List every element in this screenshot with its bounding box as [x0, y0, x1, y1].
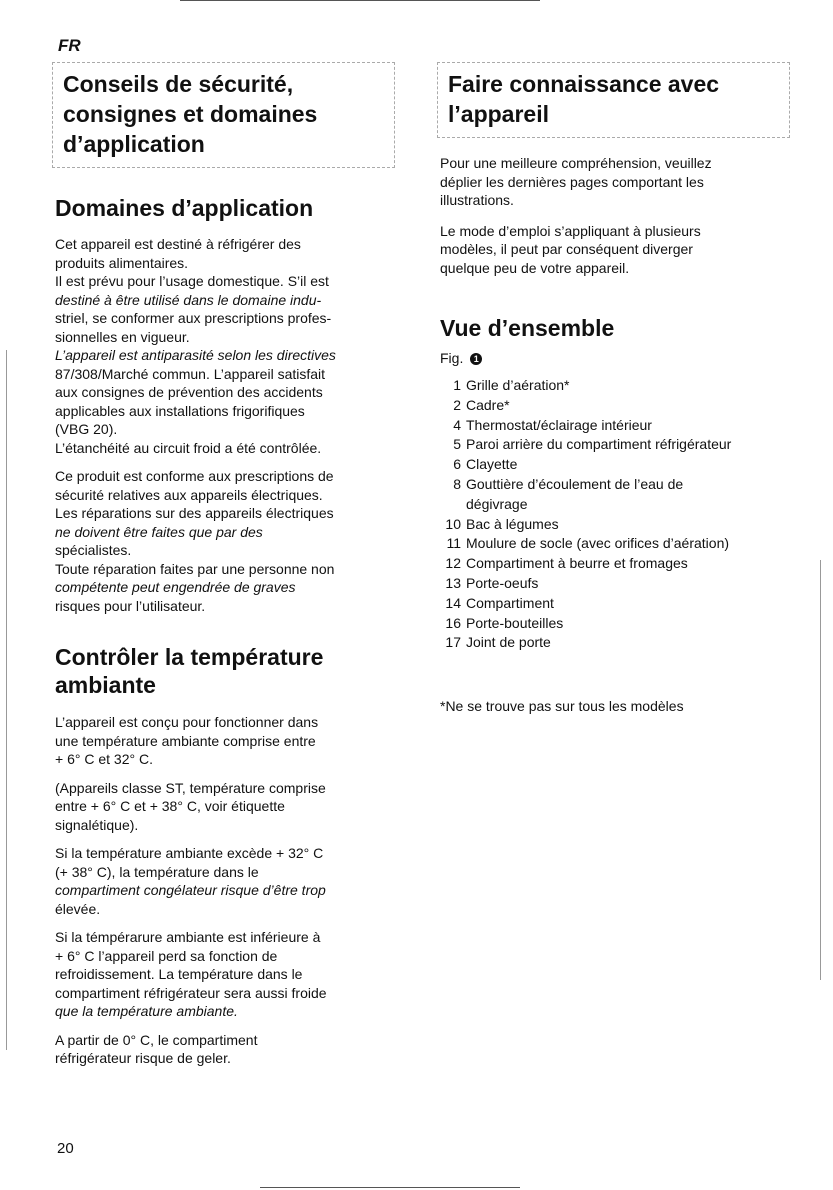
part-label: Bac à légumes	[466, 515, 559, 532]
temp-paragraph	[55, 779, 395, 835]
text-line: illustrations.	[440, 192, 514, 208]
heading-line: ambiante	[55, 672, 156, 698]
text-line: destiné à être utilisé dans le domaine indu-	[55, 291, 322, 308]
part-number: 12	[445, 555, 461, 572]
appliance-title-line: Faire connaissance avec	[448, 71, 720, 97]
text-line: (+ 38° C), la température dans le	[55, 863, 259, 880]
text-line: L’appareil est antiparasité selon les directives	[55, 347, 336, 363]
text-line: refroidissement. La température dans le	[55, 966, 303, 982]
text-line: sécurité relatives aux appareils électriques.	[55, 486, 323, 503]
list-item	[440, 495, 790, 515]
text-line: Cet appareil est destiné à réfrigérer des	[55, 236, 301, 252]
text-line: L’étanchéité au circuit froid a été contrôlée.	[55, 439, 322, 456]
section-heading-temperature	[55, 643, 395, 699]
list-item	[440, 515, 790, 535]
part-label: Cadre*	[466, 396, 510, 413]
domains-block-b	[55, 467, 395, 615]
figure-number-icon: 1	[470, 353, 482, 365]
part-number: 10	[445, 515, 461, 532]
list-item	[440, 633, 790, 653]
part-label: Paroi arrière du compartiment réfrigérateur	[466, 436, 732, 453]
part-number	[440, 495, 466, 515]
list-item	[440, 435, 790, 455]
part-label: dégivrage	[466, 495, 528, 512]
appliance-title-line: l’appareil	[448, 101, 549, 127]
list-item	[440, 594, 790, 614]
language-code: FR	[58, 36, 81, 55]
part-number: 1	[453, 377, 461, 393]
text-line: applicables aux installations frigorifiques	[55, 402, 305, 419]
part-number: 8	[453, 475, 461, 492]
part-label: Moulure de socle (avec orifices d’aération)	[466, 535, 730, 552]
part-number: 13	[445, 574, 461, 591]
left-edge-rule	[6, 350, 7, 1050]
intro-paragraph	[440, 154, 790, 210]
text-line: 87/308/Marché commun. L’appareil satisfait	[55, 365, 326, 382]
list-item	[440, 455, 790, 475]
part-number: 6	[453, 456, 461, 473]
figure-label: Fig.	[440, 350, 464, 366]
text-line: (VBG 20).	[55, 421, 118, 437]
list-item	[440, 376, 790, 396]
text-line: (Appareils classe ST, température comprise	[55, 779, 326, 796]
text-line: Si la température ambiante excède + 32° C	[55, 845, 324, 861]
text-line: compartiment congélateur risque d’être trop	[55, 882, 326, 898]
section-heading-domains: Domaines d’application	[55, 195, 314, 221]
part-number: 14	[445, 594, 461, 611]
list-item	[440, 475, 790, 495]
right-column	[440, 62, 790, 716]
part-label: Porte-bouteilles	[466, 614, 564, 631]
text-line: produits alimentaires.	[55, 254, 189, 271]
text-line: + 6° C l’appareil perd sa fonction de	[55, 947, 278, 964]
text-line: L’appareil est conçu pour fonctionner dans	[55, 714, 319, 730]
text-line: réfrigérateur risque de geler.	[55, 1050, 231, 1066]
text-line: Il est prévu pour l’usage domestique. S’il est	[55, 273, 329, 289]
part-label: Grille d’aération*	[466, 377, 570, 393]
text-line: entre + 6° C et + 38° C, voir étiquette	[55, 798, 285, 814]
text-line: quelque peu de votre appareil.	[440, 259, 630, 276]
intro-paragraph	[440, 222, 790, 278]
text-line: A partir de 0° C, le compartiment	[55, 1031, 258, 1048]
text-line: Pour une meilleure compréhension, veuillez	[440, 155, 712, 171]
text-line: Le mode d’emploi s’appliquant à plusieurs	[440, 222, 701, 239]
safety-title-line: Conseils de sécurité,	[63, 71, 294, 97]
figure-reference	[440, 350, 790, 366]
text-line: que la température ambiante.	[55, 1003, 238, 1019]
list-item	[440, 534, 790, 554]
left-column	[55, 62, 395, 1068]
text-line: striel, se conformer aux prescriptions profes-	[55, 310, 332, 326]
part-label: Clayette	[466, 456, 518, 473]
part-number: 11	[446, 535, 461, 552]
text-line: sionnelles en vigueur.	[55, 328, 190, 345]
part-label: Joint de porte	[466, 634, 551, 651]
part-number: 4	[453, 416, 461, 433]
bottom-rule	[260, 1187, 520, 1188]
list-item	[440, 554, 790, 574]
text-line: Ce produit est conforme aux prescriptions de	[55, 468, 334, 484]
text-line: aux consignes de prévention des accidents	[55, 384, 323, 400]
safety-title-box	[52, 62, 395, 168]
temp-paragraph	[55, 844, 395, 918]
list-item	[440, 614, 790, 634]
text-line: + 6° C et 32° C.	[55, 751, 153, 767]
part-number: 5	[453, 436, 461, 453]
part-number: 2	[453, 396, 461, 413]
temp-paragraph	[55, 928, 395, 1021]
part-number: 16	[445, 614, 461, 631]
text-line: ne doivent être faites que par des	[55, 523, 263, 540]
text-line: risques pour l’utilisateur.	[55, 597, 206, 614]
page-number: 20	[57, 1140, 74, 1157]
appliance-title-box	[437, 62, 790, 138]
part-label: Compartiment à beurre et fromages	[466, 555, 688, 572]
text-line: compétente peut engendrée de graves	[55, 579, 296, 595]
text-line: Toute réparation faites par une personne non	[55, 560, 335, 577]
text-line: une température ambiante comprise entre	[55, 732, 316, 749]
temp-paragraph	[55, 1031, 395, 1068]
part-label: Gouttière d’écoulement de l’eau de	[466, 475, 684, 492]
part-number: 17	[445, 634, 461, 651]
section-heading-overview: Vue d’ensemble	[440, 315, 615, 341]
top-rule	[180, 0, 540, 1]
text-line: signalétique).	[55, 816, 139, 833]
right-edge-rule	[820, 560, 821, 980]
list-item	[440, 416, 790, 436]
text-line: Les réparations sur des appareils électriques	[55, 505, 334, 521]
part-label: Compartiment	[466, 594, 554, 611]
safety-title-line: consignes et domaines	[63, 101, 318, 127]
text-line: spécialistes.	[55, 542, 132, 558]
text-line: modèles, il peut par conséquent diverger	[440, 241, 693, 257]
parts-list	[440, 376, 790, 653]
list-item	[440, 396, 790, 416]
text-line: compartiment réfrigérateur sera aussi froide	[55, 984, 327, 1001]
text-line: déplier les dernières pages comportant les	[440, 173, 704, 190]
part-label: Porte-oeufs	[466, 574, 539, 591]
temp-paragraph	[55, 713, 395, 769]
part-label: Thermostat/éclairage intérieur	[466, 416, 652, 433]
footnote: *Ne se trouve pas sur tous les modèles	[440, 698, 684, 715]
safety-title-line: d’application	[63, 131, 205, 157]
list-item	[440, 574, 790, 594]
text-line: Si la témpérarure ambiante est inférieure à	[55, 929, 321, 945]
domains-block-a	[55, 235, 395, 457]
text-line: élevée.	[55, 900, 101, 917]
heading-line: Contrôler la température	[55, 644, 324, 670]
